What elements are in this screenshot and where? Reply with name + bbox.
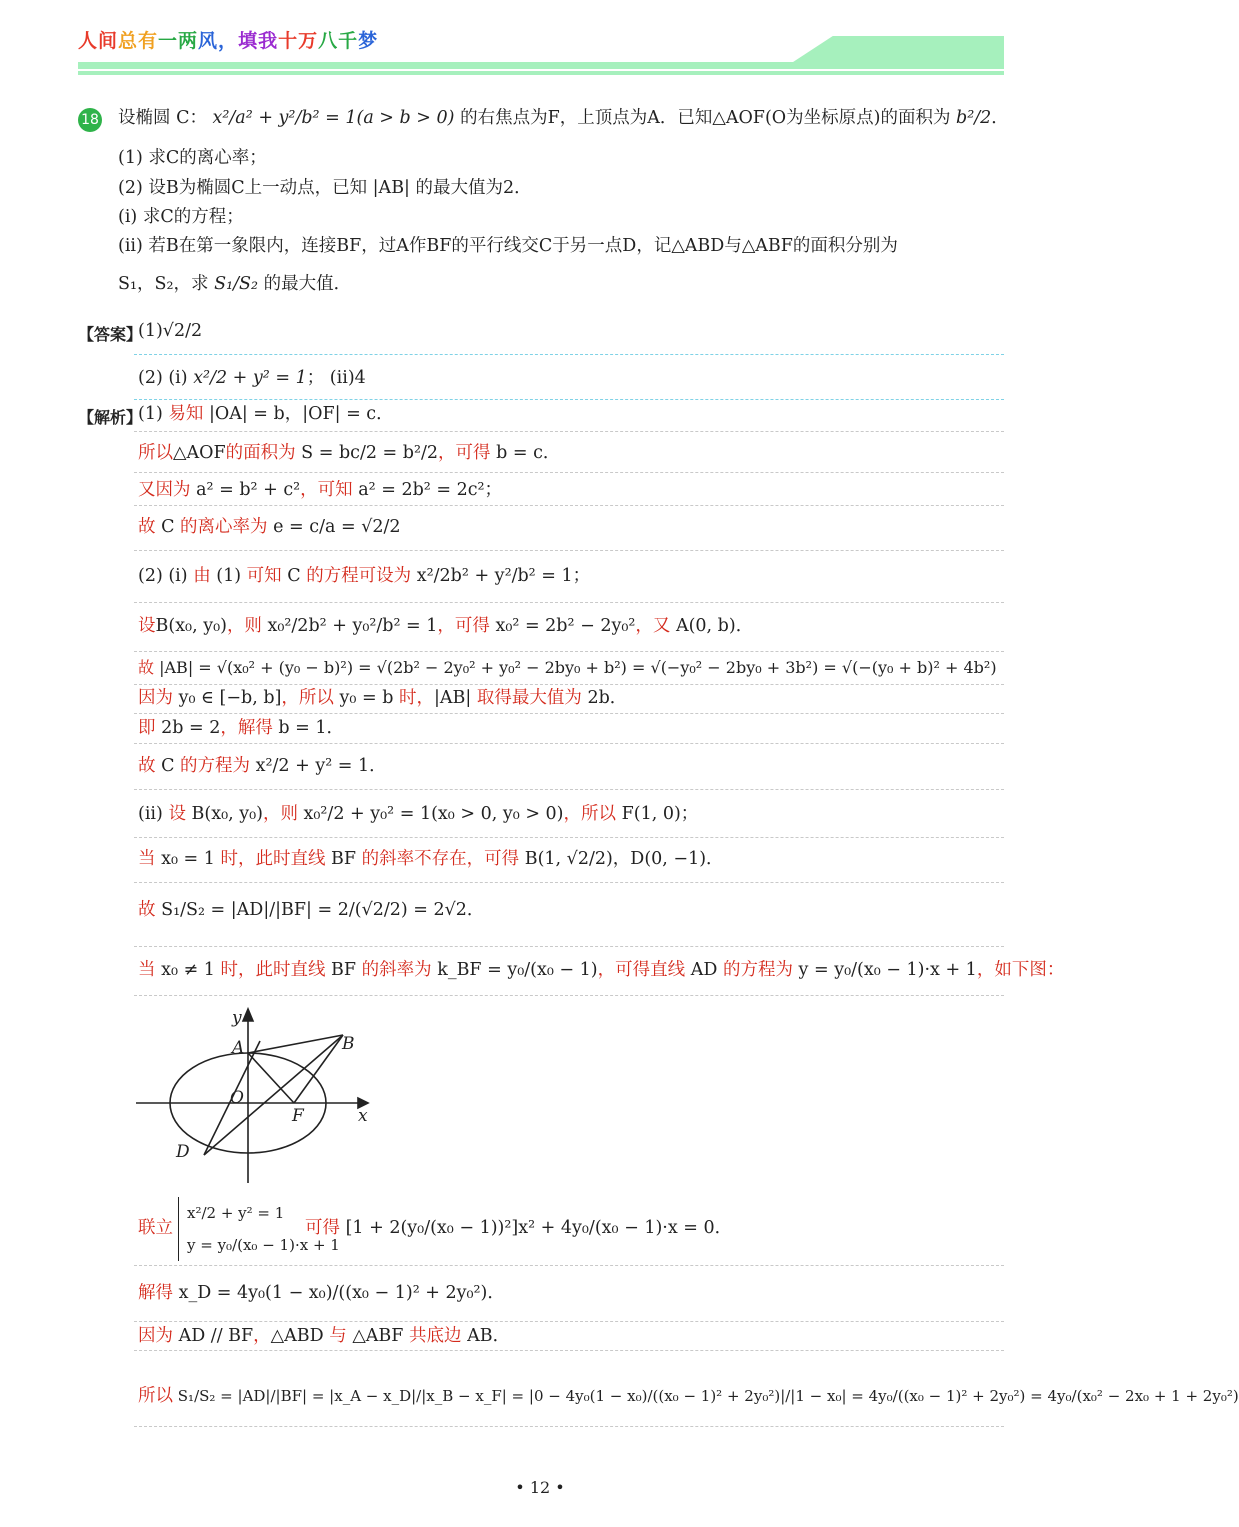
text: (1) <box>138 404 163 424</box>
slogan-part: 总有 <box>118 30 159 52</box>
math: x₀ ≠ 1 <box>161 960 215 980</box>
solution-line-10 <box>138 758 387 776</box>
text: 的面积为 <box>225 443 296 463</box>
answer-equation: x²/2 + y² = 1 <box>193 368 307 388</box>
math: x²/2 + y² = 1． <box>255 756 387 776</box>
label-x: x <box>358 1106 368 1126</box>
text: ，可得直线 <box>597 960 686 980</box>
math: b = c． <box>496 443 561 463</box>
math: b = 1． <box>278 718 345 738</box>
math: a² = 2b² = 2c²； <box>358 480 503 500</box>
stem-text: 设椭圆 C： <box>118 108 207 128</box>
text: 故 <box>138 517 156 537</box>
text: ，可得 <box>438 443 491 463</box>
text: 由 <box>193 566 211 586</box>
math: S = bc/2 = b²/2 <box>301 443 439 463</box>
divider <box>134 651 1004 652</box>
math: S₁/S₂ = |AD|/|BF| = 2/(√2/2) = 2√2． <box>161 900 485 920</box>
solution-line-15 <box>138 1220 173 1238</box>
answer-part: (ii)4 <box>329 368 366 388</box>
segment-af <box>248 1053 294 1103</box>
solution-line-5 <box>138 568 590 586</box>
label-y: y <box>232 1008 242 1028</box>
system-eq-2: y = y₀/(x₀ − 1)·x + 1 <box>187 1236 340 1254</box>
stem-area: b²/2 <box>956 108 992 128</box>
math: A(0, b)． <box>675 616 754 636</box>
text: 的离心率为 <box>180 517 268 537</box>
stem-text: 的最大值． <box>263 274 352 294</box>
math: y₀ ∈ [−b, b] <box>178 688 282 708</box>
text: 时，此时直线 <box>220 960 326 980</box>
math: F(1, 0)； <box>621 804 699 824</box>
header-slogan <box>78 26 378 53</box>
stem-text: S₁，S₂，求 <box>118 274 209 294</box>
math: B(x₀, y₀) <box>191 804 263 824</box>
slogan-part: 梦 <box>358 30 379 52</box>
text: 因为 <box>138 688 173 708</box>
text: ，如下图： <box>976 960 1065 980</box>
text: ，则 <box>262 804 298 824</box>
solution-line-14 <box>138 962 1064 980</box>
text: 又因为 <box>138 480 191 500</box>
header-tab-decoration <box>790 36 1004 64</box>
divider <box>134 789 1004 790</box>
text: 因为 <box>138 1326 173 1346</box>
text: 的斜率不存在，可得 <box>361 849 520 869</box>
text: (ii) <box>138 804 163 824</box>
divider <box>134 837 1004 838</box>
divider <box>134 550 1004 551</box>
divider <box>134 743 1004 744</box>
text: 故 <box>138 756 156 776</box>
solution-line-3 <box>138 482 502 500</box>
answer-1 <box>138 323 202 341</box>
slogan-part: 一两 <box>158 30 199 52</box>
label-d: D <box>176 1142 190 1162</box>
slogan-part: 风， <box>198 30 239 52</box>
text: 易知 <box>168 404 204 424</box>
text: ，则 <box>226 616 262 636</box>
text: ，所以 <box>281 688 334 708</box>
solution-line-13 <box>138 902 484 920</box>
answer-label: 【答案】 <box>78 325 143 344</box>
math: 2b = 2 <box>161 718 221 738</box>
text: 与 <box>329 1326 347 1346</box>
text: 的方程为 <box>722 960 793 980</box>
text: 当 <box>138 849 156 869</box>
label-o: O <box>230 1088 244 1108</box>
math: BF <box>331 849 357 869</box>
math: AD <box>690 960 718 980</box>
divider <box>134 399 1004 400</box>
math: x₀² = 2b² − 2y₀² <box>495 616 636 636</box>
header-rule-thin <box>78 71 1004 75</box>
divider <box>134 1265 1004 1266</box>
text: 解得 <box>138 1283 173 1303</box>
divider <box>134 1321 1004 1322</box>
label-a: A <box>232 1038 245 1058</box>
divider <box>134 1350 1004 1351</box>
math: △ABD <box>270 1326 324 1346</box>
math: S₁/S₂ = |AD|/|BF| = |x_A − x_D|/|x_B − x_F| = |0 − 4y₀(1 − x₀)/((x₀ − 1)² + 2y₀²)|/|1 − x₀| = 4y₀/((x₀ − 1)² + 2y₀²) = 4y₀/(x₀² − 2x₀ + 1 + 2y₀²) <box>177 1387 1239 1405</box>
y-axis-arrow <box>243 1009 253 1021</box>
text: ，解得 <box>220 718 273 738</box>
divider <box>134 431 1004 432</box>
math: BF <box>331 960 357 980</box>
text: ，又 <box>635 616 671 636</box>
header-rule <box>78 62 1004 69</box>
math: x²/2b² + y²/b² = 1； <box>416 566 591 586</box>
divider <box>134 1426 1004 1427</box>
math: C <box>287 566 301 586</box>
text: 的方程可设为 <box>306 566 412 586</box>
slogan-part: 八千 <box>318 30 359 52</box>
math: 2b． <box>587 688 628 708</box>
math: x₀²/2 + y₀² = 1(x₀ > 0, y₀ > 0) <box>303 804 564 824</box>
solution-line-12 <box>138 851 724 869</box>
math: B(x₀, y₀) <box>155 616 227 636</box>
divider <box>134 684 1004 685</box>
text: (2) (i) <box>138 566 188 586</box>
label-b: B <box>342 1034 355 1054</box>
solution-line-17 <box>138 1328 510 1346</box>
solution-line-2 <box>138 445 560 463</box>
question-part2ii-cont <box>118 276 351 294</box>
math: △AOF <box>173 443 226 463</box>
text: ，可得 <box>437 616 490 636</box>
text: 可得 <box>305 1218 340 1238</box>
text: ，所以 <box>563 804 617 824</box>
text: ， <box>253 1326 271 1346</box>
math: C <box>161 756 175 776</box>
divider <box>134 995 1004 996</box>
ellipse-figure <box>136 1005 376 1185</box>
stem-text: 的右焦点为F，上顶点为A．已知△AOF(O为坐标原点)的面积为 <box>460 108 951 128</box>
separator: ； <box>306 368 325 388</box>
math: k_BF = y₀/(x₀ − 1) <box>437 960 598 980</box>
text: 时，此时直线 <box>220 849 326 869</box>
slogan-part: 人间 <box>78 30 119 52</box>
answer-part: (1) <box>138 321 163 341</box>
math: x₀ = 1 <box>161 849 215 869</box>
stem-equation: x²/a² + y²/b² = 1(a > b > 0) <box>212 108 455 128</box>
math: △ABF <box>352 1326 404 1346</box>
solution-line-1 <box>138 406 394 424</box>
segment-bd <box>204 1035 343 1155</box>
text: 共底边 <box>409 1326 462 1346</box>
question-part1: (1) 求C的离心率； <box>118 148 267 168</box>
solution-label: 【解析】 <box>78 408 143 427</box>
page-number: • 12 • <box>515 1478 565 1497</box>
text: 可知 <box>246 566 282 586</box>
solution-line-7 <box>138 660 997 676</box>
divider <box>134 713 1004 714</box>
divider <box>134 354 1004 355</box>
math: B(1, √2/2)，D(0, −1)． <box>524 849 724 869</box>
question-part2ii: (ii) 若B在第一象限内，连接BF，过A作BF的平行线交C于另一点D，记△ABD与△ABF的面积分别为 <box>118 236 898 256</box>
solution-line-18 <box>138 1388 1239 1406</box>
question-stem <box>118 110 1009 128</box>
divider <box>134 882 1004 883</box>
segment-bf <box>294 1035 343 1103</box>
text: 即 <box>138 718 156 738</box>
text: 所以 <box>138 443 173 463</box>
math: e = c/a = √2/2 <box>273 517 401 537</box>
text: 时， <box>398 688 434 708</box>
solution-line-15b <box>305 1220 732 1238</box>
text: 的方程为 <box>180 756 251 776</box>
solution-line-8 <box>138 690 627 708</box>
math: C <box>161 517 175 537</box>
divider <box>134 505 1004 506</box>
math: y = y₀/(x₀ − 1)·x + 1 <box>798 960 977 980</box>
text: 设 <box>168 804 186 824</box>
text: 所以 <box>138 1386 173 1406</box>
divider <box>134 946 1004 947</box>
label-f: F <box>292 1106 304 1126</box>
divider <box>134 472 1004 473</box>
math: |AB| = √(x₀² + (y₀ − b)²) = √(2b² − 2y₀² + y₀² − 2by₀ + b²) = √(−y₀² − 2by₀ + 3b²) = √(−(y₀ + b)² + 4b²) <box>159 658 997 677</box>
segment-ab <box>248 1035 343 1053</box>
text: 故 <box>138 900 156 920</box>
math: [1 + 2(y₀/(x₀ − 1))²]x² + 4y₀/(x₀ − 1)·x = 0． <box>345 1218 733 1238</box>
slogan-part: 填我 <box>238 30 279 52</box>
answer-2 <box>138 370 366 388</box>
math: |AB| <box>433 688 472 708</box>
math: y₀ = b <box>339 688 394 708</box>
text: 取得最大值为 <box>476 688 582 708</box>
math: AD // BF <box>178 1326 254 1346</box>
system-eq-1: x²/2 + y² = 1 <box>187 1204 285 1222</box>
solution-line-9 <box>138 720 344 738</box>
text: 的斜率为 <box>361 960 432 980</box>
math: a² = b² + c² <box>196 480 301 500</box>
solution-line-4 <box>138 519 401 537</box>
text: ，可知 <box>300 480 353 500</box>
math: AB． <box>467 1326 511 1346</box>
answer-part: (2) (i) <box>138 368 188 388</box>
solution-line-6 <box>138 618 753 636</box>
text: (1) <box>216 566 242 586</box>
text: 设 <box>138 616 156 636</box>
text: 联立 <box>138 1218 173 1238</box>
question-part2: (2) 设B为椭圆C上一动点，已知 |AB| 的最大值为2． <box>118 178 532 198</box>
question-part2i: (i) 求C的方程； <box>118 207 244 227</box>
math: x₀²/2b² + y₀²/b² = 1 <box>267 616 438 636</box>
question-number-badge: 18 <box>78 108 102 132</box>
stem-end: ． <box>991 108 1009 128</box>
divider <box>134 602 1004 603</box>
solution-line-16 <box>138 1285 505 1303</box>
math: |OA| = b，|OF| = c． <box>208 404 394 424</box>
text: 故 <box>138 658 155 677</box>
ratio: S₁/S₂ <box>214 274 258 294</box>
math: x_D = 4y₀(1 − x₀)/((x₀ − 1)² + 2y₀²)． <box>178 1283 505 1303</box>
solution-line-11 <box>138 806 698 824</box>
slogan-part: 十万 <box>278 30 319 52</box>
answer-value: √2/2 <box>162 321 203 341</box>
text: 当 <box>138 960 156 980</box>
